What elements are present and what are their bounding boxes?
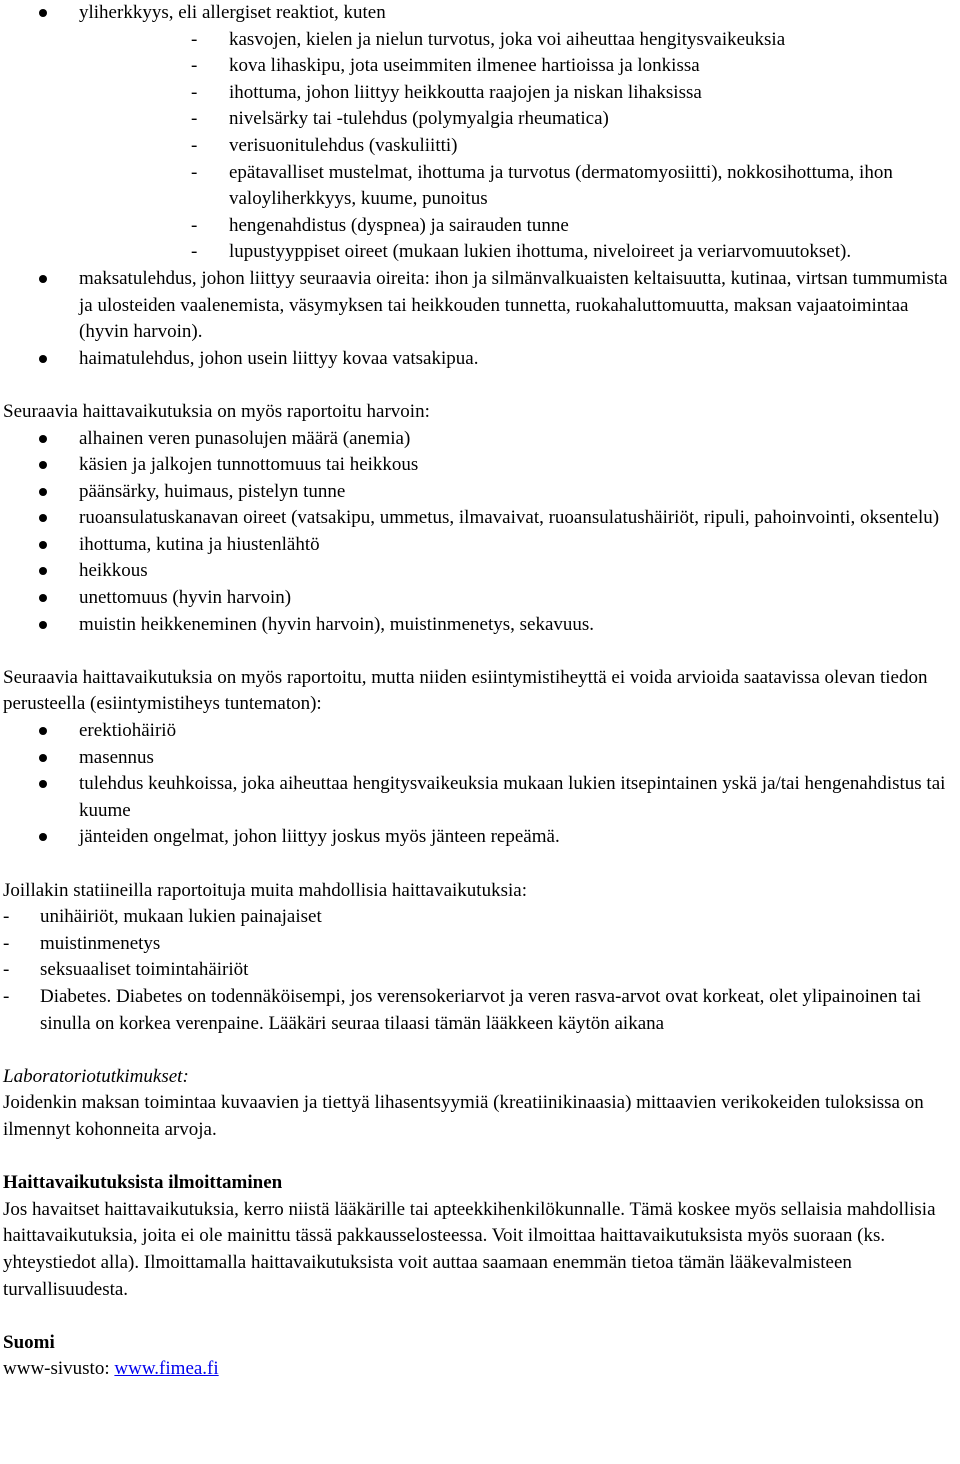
- list-item: - seksuaaliset toimintahäiriöt: [3, 957, 957, 984]
- list-item: käsien ja jalkojen tunnottomuus tai heikkous: [3, 452, 957, 479]
- hypersensitivity-sublist: [79, 27, 957, 266]
- reporting-text: Jos havaitset haittavaikutuksia, kerro niistä lääkärille tai apteekkihenkilökunnalle. Tämä koskee myös sellaisia mahdollisia haittavaikutuksia, joita ei ole mainittu tässä pakkausselosteessa. Voit ilmoittaa haittavaikutuksista myös suoraan (ks. yhteystiedot alla). Ilmoittamalla haittavaikutuksista voit auttaa saamaan enemmän tietoa tämän lääkevalmisteen turvallisuudesta.: [3, 1198, 936, 1300]
- sublist-item: - hengenahdistus (dyspnea) ja sairauden tunne: [79, 213, 957, 240]
- list-item-text: yliherkkyys, eli allergiset reaktiot, kuten: [79, 2, 386, 23]
- list-item: päänsärky, huimaus, pistelyn tunne: [3, 479, 957, 506]
- sublist-item: - epätavalliset mustelmat, ihottuma ja turvotus (dermatomyosiitti), nokkosihottuma, ihon valoyliherkkyys, kuume, punoitus: [79, 160, 957, 213]
- list-item: ihottuma, kutina ja hiustenlähtö: [3, 532, 957, 559]
- unknown-frequency-intro: Seuraavia haittavaikutuksia on myös raportoitu, mutta niiden esiintymistiheyttä ei voida arvioida saatavissa olevan tiedon perusteella (esiintymistiheys tuntematon):: [3, 666, 928, 715]
- document-page: [3, 0, 957, 1383]
- severe-effects-list: [3, 0, 957, 372]
- unknown-frequency-list: [3, 718, 957, 851]
- lab-text: Joidenkin maksan toimintaa kuvaavien ja tiettyä lihasentsyymiä (kreatiinikinaasia) mittaavien verikokeiden tuloksissa on ilmennyt kohonneita arvoja.: [3, 1092, 924, 1140]
- list-item: erektiohäiriö: [3, 718, 957, 745]
- list-item: muistin heikkeneminen (hyvin harvoin), muistinmenetys, sekavuus.: [3, 612, 957, 639]
- statin-effects-intro: Joillakin statiineilla raportoituja muita mahdollisia haittavaikutuksia:: [3, 879, 527, 901]
- website-line: [3, 1356, 957, 1383]
- fimea-link[interactable]: www.fimea.fi: [114, 1358, 219, 1380]
- rare-effects-list: [3, 426, 957, 639]
- list-item: - muistinmenetys: [3, 931, 957, 958]
- list-item: masennus: [3, 745, 957, 772]
- sublist-item: - kova lihaskipu, jota useimmiten ilmenee hartioissa ja lonkissa: [79, 53, 957, 80]
- sublist-item: - nivelsärky tai -tulehdus (polymyalgia rheumatica): [79, 106, 957, 133]
- lab-heading: Laboratoriotutkimukset:: [3, 1065, 189, 1087]
- statin-effects-list: [3, 904, 957, 1037]
- list-item: maksatulehdus, johon liittyy seuraavia oireita: ihon ja silmänvalkuaisten keltaisuutta, kutinaa, virtsan tummumista ja ulosteiden vaalenemista, väsymyksen tai heikkouden tunnetta, ruokahaluttomuutta, maksan vajaatoimintaa (hyvin harvoin).: [3, 266, 957, 346]
- list-item: jänteiden ongelmat, johon liittyy joskus myös jänteen repeämä.: [3, 824, 957, 851]
- list-item: tulehdus keuhkoissa, joka aiheuttaa hengitysvaikeuksia mukaan lukien itsepintainen yskä ja/tai hengenahdistus tai kuume: [3, 771, 957, 824]
- country-name: Suomi: [3, 1331, 55, 1353]
- list-item: unettomuus (hyvin harvoin): [3, 585, 957, 612]
- list-item: haimatulehdus, johon usein liittyy kovaa vatsakipua.: [3, 346, 957, 373]
- list-item: - Diabetes. Diabetes on todennäköisempi, jos verensokeriarvot ja veren rasva-arvot ovat korkeat, olet ylipainoinen tai sinulla on korkea verenpaine. Lääkäri seuraa tilaasi tämän lääkkeen käytön aikana: [3, 984, 957, 1037]
- reporting-heading: Haittavaikutuksista ilmoittaminen: [3, 1172, 283, 1194]
- list-item: heikkous: [3, 558, 957, 585]
- sublist-item: - verisuonitulehdus (vaskuliitti): [79, 133, 957, 160]
- list-item: - unihäiriöt, mukaan lukien painajaiset: [3, 904, 957, 931]
- sublist-item: - kasvojen, kielen ja nielun turvotus, joka voi aiheuttaa hengitysvaikeuksia: [79, 27, 957, 54]
- list-item: [3, 0, 957, 266]
- list-item: alhainen veren punasolujen määrä (anemia): [3, 426, 957, 453]
- rare-effects-intro: Seuraavia haittavaikutuksia on myös raportoitu harvoin:: [3, 400, 430, 422]
- website-label: www-sivusto:: [3, 1358, 115, 1380]
- sublist-item: - lupustyyppiset oireet (mukaan lukien ihottuma, niveloireet ja veriarvomuutokset).: [79, 239, 957, 266]
- list-item: ruoansulatuskanavan oireet (vatsakipu, ummetus, ilmavaivat, ruoansulatushäiriöt, ripuli, pahoinvointi, oksentelu): [3, 505, 957, 532]
- sublist-item: - ihottuma, johon liittyy heikkoutta raajojen ja niskan lihaksissa: [79, 80, 957, 107]
